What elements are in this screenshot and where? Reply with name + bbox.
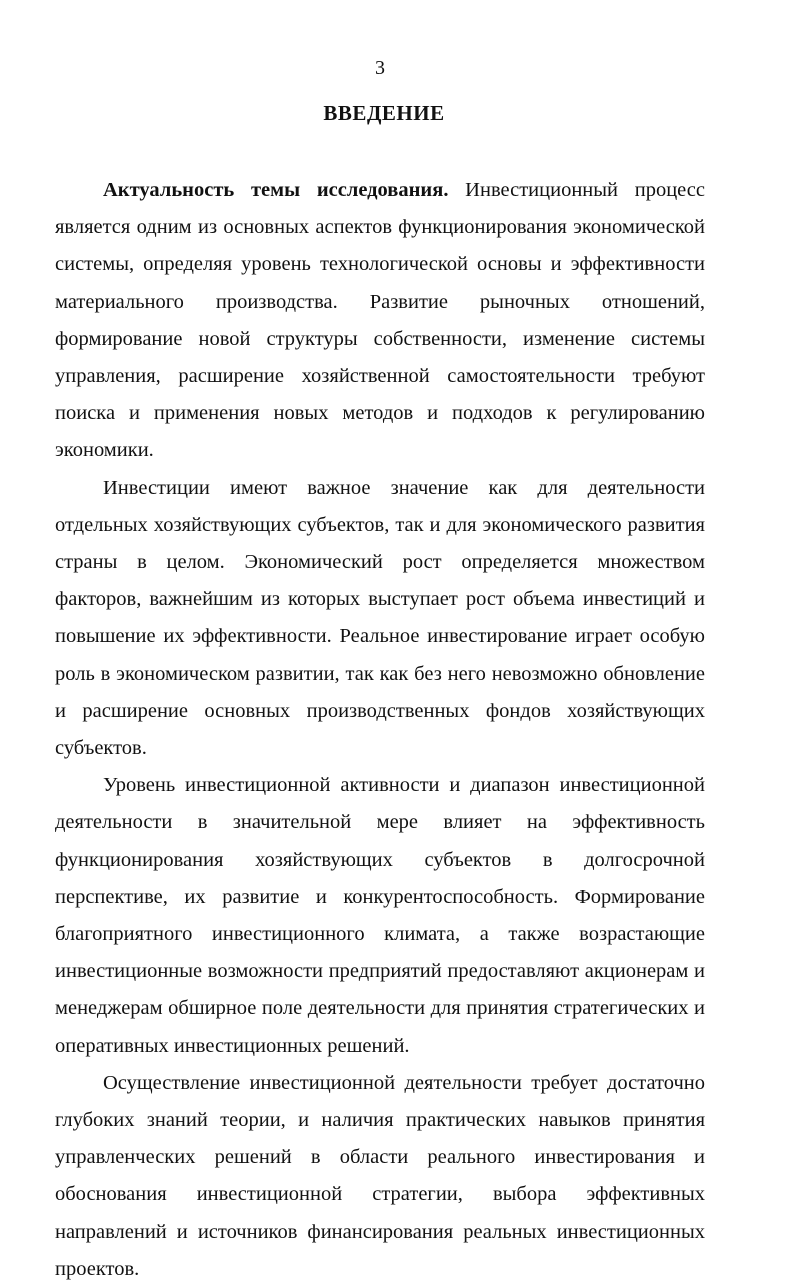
paragraph-text: Осуществление инвестиционной деятельности требует достаточно глубоких знаний теории, и наличия практических навыков принятия управленческих решений в области реального инвестирования и обоснования инвестиционной стратегии, выбора эффективных направлений и источников финансирования реальных инвестиционных проектов. xyxy=(55,1071,705,1280)
paragraph-text: Инвестиции имеют важное значение как для деятельности отдельных хозяйствующих субъектов, так и для экономического развития страны в целом. Экономический рост определяется множеством факторов, важнейшим из которых выступает рост объема инвестиций и повышение их эффективности. Реальное инвестирование играет особую роль в экономическом развитии, так как без него невозможно обновление и расширение основных производственных фондов хозяйствующих субъектов. xyxy=(55,476,705,760)
paragraph-text: Уровень инвестиционной активности и диапазон инвестиционной деятельности в значительной мере влияет на эффективность функционирования хозяйствующих субъектов в долгосрочной перспективе, их развитие и конкурентоспособность. Формирование благоприятного инвестиционного климата, а также возрастающие инвестиционные возможности предприятий предоставляют акционерам и менеджерам обширное поле деятельности для принятия стратегических и оперативных инвестиционных решений. xyxy=(55,774,705,1057)
paragraph-text: Инвестиционный процесс является одним из основных аспектов функционирования экономической системы, определяя уровень технологической основы и эффективности материального производства. Развитие рыночных отношений, формирование новой структуры собственности, изменение системы управления, расширение хозяйственной самостоятельности требуют поиска и применения новых методов и подходов к регулированию экономики. xyxy=(55,179,705,462)
paragraph-relevance xyxy=(55,172,705,470)
paragraph-investment-importance xyxy=(55,470,705,768)
paragraph-investment-knowledge xyxy=(55,1065,705,1288)
paragraph-investment-activity xyxy=(55,767,705,1065)
document-body xyxy=(55,172,705,1288)
page-number: 3 xyxy=(375,57,385,79)
page-title: ВВЕДЕНИЕ xyxy=(323,101,445,125)
paragraph-lead: Актуальность темы исследования. xyxy=(103,179,449,201)
